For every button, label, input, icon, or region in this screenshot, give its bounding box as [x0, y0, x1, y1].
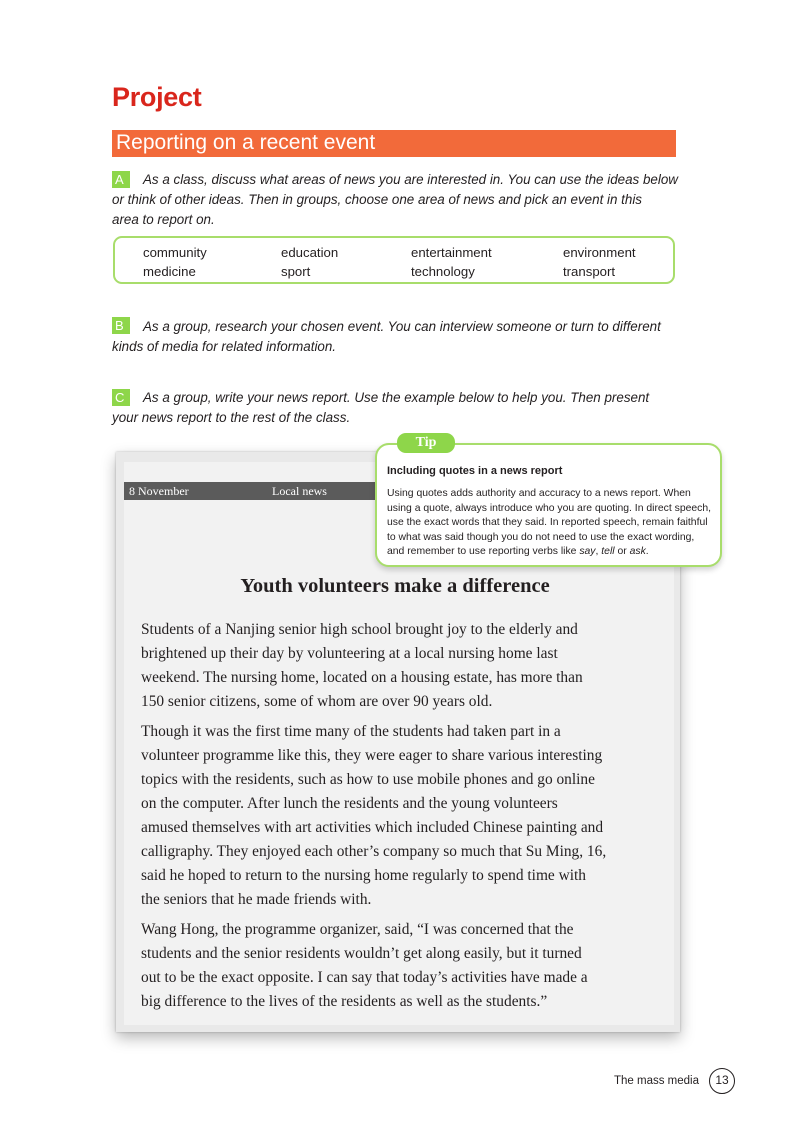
article-line: Students of a Nanjing senior high school brought joy to the elderly and — [141, 621, 578, 638]
tip-line: and remember to use reporting verbs like — [387, 546, 580, 558]
task-b-line-2: kinds of media for related information. — [112, 339, 337, 354]
tip-end: . — [645, 546, 649, 558]
task-c-line-1: As a group, write your news report. Use the example below to help you. Then present — [143, 390, 650, 405]
newspaper-section: Local news — [272, 484, 327, 498]
news-area-item: community — [143, 245, 207, 260]
article-line: students and the senior residents wouldn’t get along easily, but it turned — [141, 945, 582, 962]
article-line: 150 senior citizens, some of whom are over 90 years old. — [141, 693, 493, 710]
news-area-item: sport — [281, 264, 311, 279]
tip-line: use the exact words that they said. In reported speech, remain faithful — [387, 517, 708, 529]
tip-separator: or — [614, 546, 630, 558]
article-paragraph-1 — [141, 618, 661, 714]
article-line: weekend. The nursing home, located on a housing estate, has more than — [141, 669, 583, 686]
news-area-item: technology — [411, 264, 475, 279]
article-paragraph-2 — [141, 720, 661, 912]
tip-line: to what was said though you do not need to use the exact wording, — [387, 531, 695, 543]
news-area-item: transport — [563, 264, 616, 279]
news-headline: Youth volunteers make a difference — [240, 575, 550, 597]
article-line: the seniors that he made friends with. — [141, 891, 372, 908]
task-c-line-2: your news report to the rest of the class. — [112, 410, 351, 425]
task-a-line-1: As a class, discuss what areas of news you are interested in. You can use the ideas below — [143, 172, 678, 187]
news-area-item: environment — [563, 245, 636, 260]
article-line: volunteer programme like this, they were eager to share various interesting — [141, 747, 603, 764]
tip-line-last — [387, 545, 715, 560]
news-area-item: medicine — [143, 264, 196, 279]
task-b-badge: B — [112, 317, 130, 334]
section-title: Reporting on a recent event — [116, 131, 376, 154]
article-line: topics with the residents, such as how to use mobile phones and go online — [141, 771, 595, 788]
article-line: amused themselves with art activities which included Chinese painting and — [141, 819, 604, 836]
tip-separator: , — [595, 546, 602, 558]
tip-tab: Tip — [397, 433, 455, 453]
article-line: brightened up their day by volunteering at a local nursing home last — [141, 645, 558, 662]
tip-verb: ask — [629, 546, 646, 558]
tip-verb: say — [579, 546, 596, 558]
footer-unit-title: The mass media — [614, 1075, 700, 1087]
task-b-line-1: As a group, research your chosen event. You can interview someone or turn to different — [143, 319, 661, 334]
article-line: big difference to the lives of the residents as well as the students.” — [141, 993, 548, 1010]
task-a-line-3: area to report on. — [112, 212, 215, 227]
news-area-item: education — [281, 245, 339, 260]
page-number: 13 — [709, 1068, 735, 1094]
article-line: Wang Hong, the programme organizer, said, “I was concerned that the — [141, 921, 574, 938]
article-line: calligraphy. They enjoyed each other’s company so much that Su Ming, 16, — [141, 843, 607, 860]
article-line: said he hoped to return to the nursing home regularly to spend time with — [141, 867, 586, 884]
article-paragraph-3 — [141, 918, 661, 1014]
news-area-item: entertainment — [411, 245, 492, 260]
article-line: Though it was the first time many of the students had taken part in a — [141, 723, 561, 740]
task-a-badge: A — [112, 171, 130, 188]
page-heading: Project — [112, 82, 202, 112]
task-c-badge: C — [112, 389, 130, 406]
task-a-line-2: or think of other ideas. Then in groups, choose one area of news and pick an event in this — [112, 192, 643, 207]
tip-verb: tell — [601, 546, 615, 558]
newspaper-date: 8 November — [129, 484, 189, 498]
tip-line: Using quotes adds authority and accuracy to a news report. When — [387, 488, 691, 499]
article-line: on the computer. After lunch the residents and the young volunteers — [141, 795, 558, 812]
article-line: out to be the exact opposite. I can say that today’s activities have made a — [141, 969, 588, 986]
tip-heading: Including quotes in a news report — [387, 465, 563, 477]
tip-line: using a quote, always introduce who you are quoting. In direct speech, — [387, 502, 712, 514]
tip-body — [387, 487, 715, 560]
